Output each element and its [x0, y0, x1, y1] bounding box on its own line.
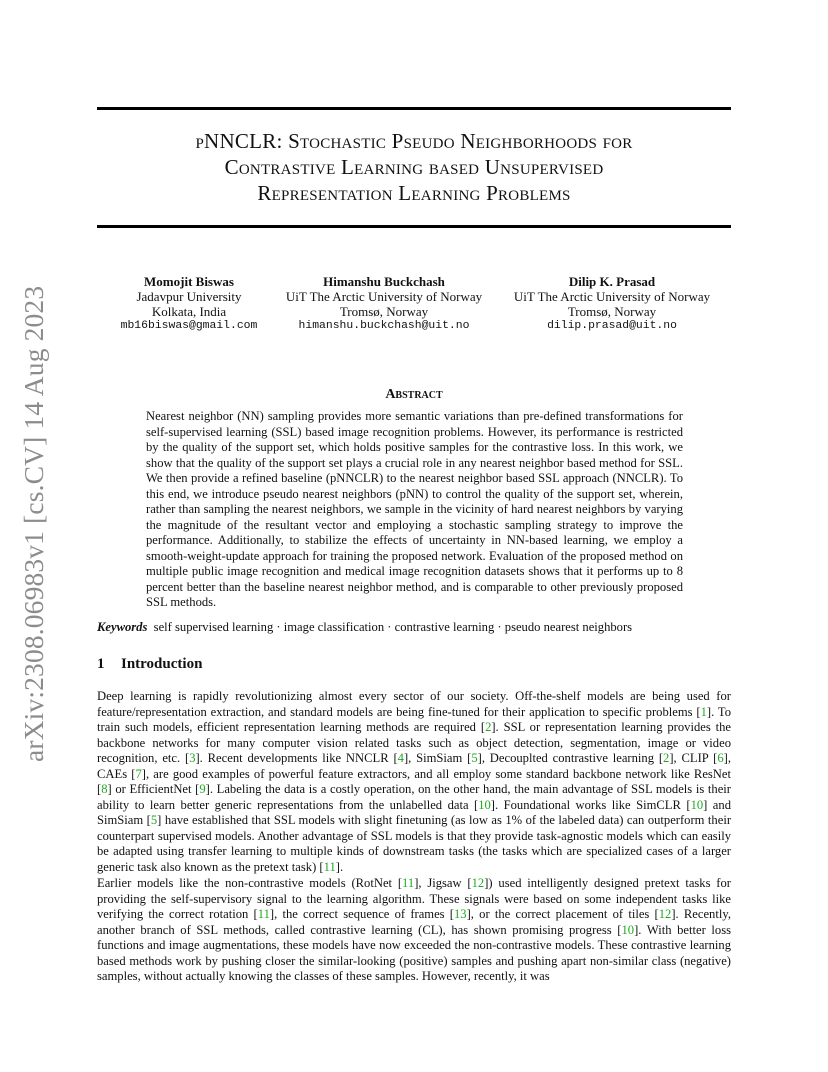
paragraph-text: ]. [335, 859, 344, 874]
author-email[interactable]: mb16biswas@gmail.com [120, 320, 258, 332]
author-location: Tromsø, Norway [567, 304, 657, 319]
citation-link[interactable]: 8 [101, 782, 108, 796]
citation-link[interactable]: 5 [471, 751, 478, 765]
author-name: Momojit Biswas [144, 274, 234, 289]
citation-link[interactable]: 13 [454, 907, 467, 921]
citation-link[interactable]: 9 [199, 782, 206, 796]
paragraph-text: ]) used intelligently designed pretext tasks for providing the self-supervisory signal to the learning algorithm. These signals were based on some independent tasks like verifying the correct rotation [ [97, 876, 731, 921]
paragraph-text: ], or the correct placement of tiles [ [466, 907, 659, 921]
citation-link[interactable]: 6 [717, 751, 724, 765]
author-name: Himanshu Buckchash [323, 274, 445, 289]
citation-link[interactable]: 10 [478, 797, 491, 812]
paragraph-text: ]. Recent developments like NNCLR [ [195, 751, 398, 765]
keywords-label: Keywords [97, 620, 148, 634]
author-email[interactable]: himanshu.buckchash@uit.no [298, 320, 470, 332]
title-line: pNNCLR: Stochastic Pseudo Neighborhoods for [195, 129, 633, 153]
paragraph-text: ], Jigsaw [ [414, 876, 472, 890]
abstract-text: Nearest neighbor (NN) sampling provides more semantic variations than pre-defined transformations for self-supervised learning (SSL) based image recognition problems. However, its performance is restricted by the quality of the support set, which holds positive samples for the contrastive loss. In this work, we show that the quality of the support set plays a crucial role in any nearest neighbor based method for SSL. We then provide a refined baseline (pNNCLR) to the nearest neighbor based SSL approach (NNCLR). To this end, we introduce pseudo nearest neighbors (pNN) to control the quality of the support set, wherein, rather than sampling the nearest neighbors, we sample in the vicinity of hard nearest neighbors by varying the magnitude of the resultant vector and employing a stochastic sampling strategy to improve the performance. Additionally, to stabilize the effects of uncertainty in NN-based learning, we employ a smooth-weight-update approach for training the proposed network. Evaluation of the proposed method on multiple public image recognition and medical image recognition datasets shows that it performs up to 8 percent better than the baseline nearest neighbor method, and is comparable to other previously proposed SSL methods. [146, 409, 683, 609]
author-affiliation: Jadavpur University [136, 289, 242, 304]
citation-link[interactable]: 1 [700, 704, 707, 719]
author-email[interactable]: dilip.prasad@uit.no [547, 320, 677, 332]
paragraph-text: ]. Foundational works like SimCLR [ [490, 797, 691, 812]
paragraph-text: ]. To train such models, efficient representation learning methods are required [ [97, 704, 731, 734]
paragraph-text: ]. Labeling the data is a costly operation, on the other hand, the main advantage of SSL models is their ability to learn better generic representations from the unlabelled data [ [97, 782, 731, 812]
section-number: 1 [97, 656, 105, 672]
keywords-line [97, 620, 737, 635]
paragraph-text: ], are good examples of powerful feature extractors, and all employ some standard backbone network like ResNet [ [97, 766, 731, 796]
arxiv-identifier-stamp: arXiv:2308.06983v1 [cs.CV] 14 Aug 2023 [18, 285, 49, 762]
title-top-rule [97, 107, 731, 110]
author-3 [492, 274, 732, 334]
citation-link[interactable]: 12 [471, 876, 485, 890]
citation-link[interactable]: 12 [658, 907, 672, 921]
author-location: Tromsø, Norway [339, 304, 429, 319]
author-2 [264, 274, 504, 334]
paragraph-text: ] and SimSiam [ [97, 797, 731, 827]
paragraph-text: ] or EfficientNet [ [107, 782, 200, 796]
author-block [0, 274, 828, 338]
citation-link[interactable]: 5 [150, 813, 158, 827]
paragraph-text: ]. Recently, another branch of SSL methods, called contrastive learning (CL), has shown promising progress [ [97, 907, 731, 937]
citation-link[interactable]: 7 [135, 766, 142, 781]
paragraph-text: ] have established that SSL models with slight finetuning (as low as 1% of the labeled data) can outperform their counterpart supervised models. Another advantage of SSL models is that they provide task-agnostic models which can easily be adapted using transfer learning to multiple kinds of downstream tasks (the tasks which are specialized cases of a larger generic task also known as the pretext task) [ [97, 813, 732, 874]
paper-title [97, 128, 731, 206]
author-affiliation: UiT The Arctic University of Norway [285, 289, 483, 304]
citation-link[interactable]: 3 [189, 751, 196, 765]
citation-link[interactable]: 10 [690, 797, 704, 812]
section-heading [97, 656, 202, 673]
paragraph-text: ], CAEs [ [97, 751, 731, 781]
paragraph-text: ], SimSiam [ [403, 751, 472, 765]
citation-link[interactable]: 11 [402, 876, 415, 890]
abstract-heading: Abstract [385, 387, 443, 402]
intro-paragraph [97, 689, 731, 875]
paragraph-text: Deep learning is rapidly revolutionizing almost every sector of our society. Off-the-shelf models are being used for feature/representation extraction, and standard models are being fine-tuned for their application to specific problems [ [97, 689, 731, 719]
title-bottom-rule [97, 225, 731, 228]
paragraph-text: Earlier models like the non-contrastive models (RotNet [ [97, 876, 403, 890]
paragraph-text: ], CLIP [ [669, 751, 718, 765]
paragraph-text: ], Decouplted contrastive learning [ [477, 751, 664, 765]
author-location: Kolkata, India [151, 304, 227, 319]
paragraph-text: ]. SSL or representation learning provides the backbone networks for many computer vision related tasks such as object detection, segmentation, image or video recognition, etc. [ [97, 720, 732, 765]
citation-link[interactable]: 11 [257, 907, 270, 921]
intro-paragraph [97, 876, 731, 985]
citation-link[interactable]: 11 [323, 859, 336, 874]
title-line: Representation Learning Problems [257, 181, 571, 205]
paragraph-text: ], the correct sequence of frames [ [269, 907, 454, 921]
citation-link[interactable]: 4 [397, 751, 404, 765]
section-title: Introduction [121, 656, 203, 672]
title-line: Contrastive Learning based Unsupervised [224, 155, 604, 179]
citation-link[interactable]: 2 [485, 720, 492, 734]
keywords-text: self supervised learning · image classification · contrastive learning · pseudo nearest neighbors [153, 620, 633, 634]
citation-link[interactable]: 2 [663, 751, 670, 765]
author-affiliation: UiT The Arctic University of Norway [513, 289, 711, 304]
citation-link[interactable]: 10 [621, 922, 635, 937]
paragraph-text: ]. With better loss functions and image augmentations, these models have now exceeded the non-contrastive models. These contrastive learning based methods work by pushing closer the similar-looking (positive) samples and pushing apart non-similar class (negative) samples, without actually knowing the classes of these samples. However, recently, it was [97, 922, 731, 983]
author-name: Dilip K. Prasad [568, 274, 656, 289]
